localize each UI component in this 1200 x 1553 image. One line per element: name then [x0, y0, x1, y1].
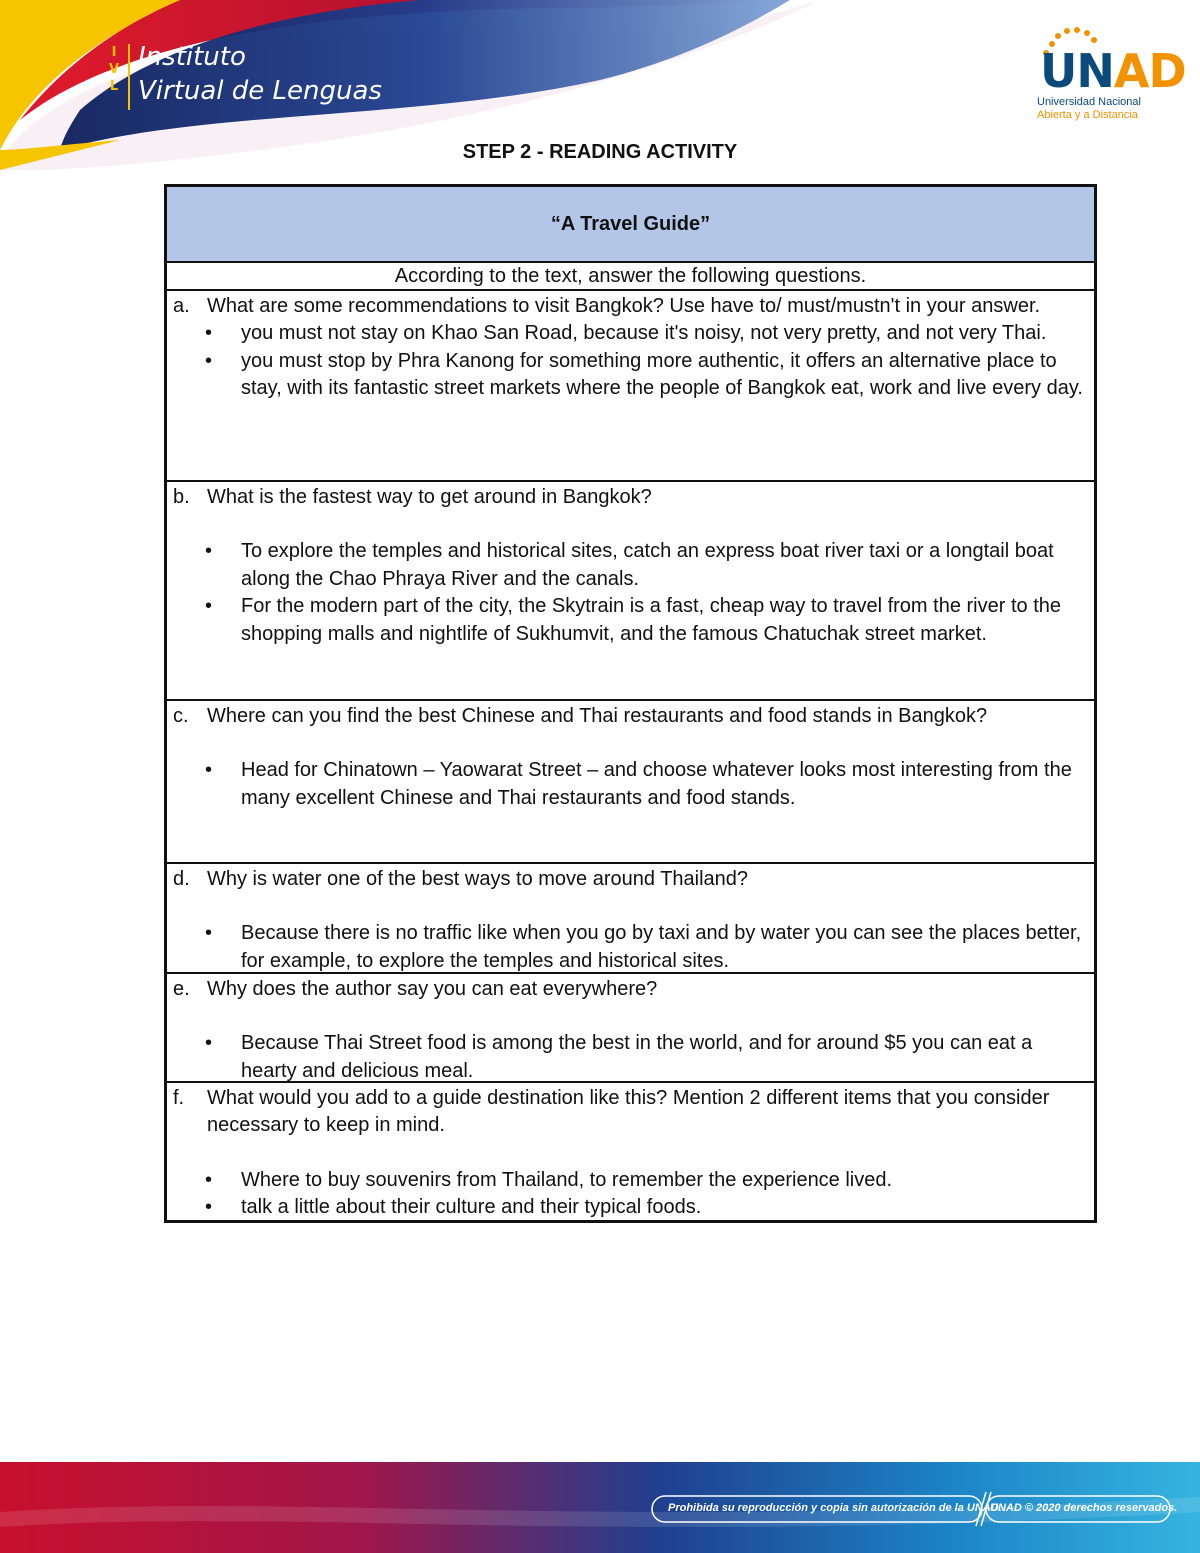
footer-notice: Prohibida su reproducción y copia sin autorización de la UNAD.: [668, 1502, 1002, 1514]
answer-item: • To explore the temples and historical sites, catch an express boat river taxi or a longtail boat along the Chao Phraya River and the canals.: [241, 538, 1086, 593]
answer-item: • Because there is no traffic like when you go by taxi and by water you can see the places better, for example, to explore the temples and historical sites.: [241, 920, 1086, 975]
footer-copyright: UNAD © 2020 derechos reservados.: [990, 1502, 1178, 1514]
answer-list: [173, 1030, 1086, 1085]
answer-list: [173, 320, 1086, 402]
unad-logo-subtitle-1: Universidad Nacional: [1037, 96, 1141, 108]
ivl-logo-divider: [128, 44, 130, 110]
question-row-c: [167, 701, 1094, 864]
ivl-logo-line2: Virtual de Lenguas: [138, 76, 382, 106]
answer-list: [173, 920, 1086, 975]
question-text: What would you add to a guide destination like this? Mention 2 different items that you consider necessary to keep in mind.: [207, 1087, 1050, 1137]
question-row-a: [167, 291, 1094, 482]
question-letter: e.: [173, 978, 190, 1000]
question-row-e: [167, 974, 1094, 1083]
page-title: STEP 2 - READING ACTIVITY: [462, 141, 738, 163]
answer-list: [173, 538, 1086, 648]
question-letter: a.: [173, 295, 190, 317]
answer-item: • Because Thai Street food is among the best in the world, and for around $5 you can eat a hearty and delicious meal.: [241, 1030, 1086, 1085]
answer-item: • For the modern part of the city, the Skytrain is a fast, cheap way to travel from the river to the shopping malls and nightlife of Sukhumvit, and the famous Chatuchak street market.: [241, 593, 1086, 648]
question-row-d: [167, 864, 1094, 974]
question-letter: d.: [173, 868, 190, 890]
table-heading: “A Travel Guide”: [167, 187, 1094, 263]
answer-item: • Head for Chinatown – Yaowarat Street – and choose whatever looks most interesting from the many excellent Chinese and Thai restaurants and food stands.: [241, 757, 1086, 812]
table-instructions: According to the text, answer the following questions.: [167, 263, 1094, 291]
question-letter: b.: [173, 486, 190, 508]
question-row-b: [167, 482, 1094, 701]
answer-item: • talk a little about their culture and their typical foods.: [241, 1194, 1086, 1221]
answer-item: • you must stop by Phra Kanong for something more authentic, it offers an alternative place to stay, with its fantastic street markets where the people of Bangkok eat, work and live every day.: [241, 348, 1086, 403]
answer-list: [173, 757, 1086, 812]
unad-logo-wordmark: UNAD: [1040, 44, 1186, 98]
question-text: Why is water one of the best ways to move around Thailand?: [207, 868, 749, 890]
ivl-logo-letters: I V L: [108, 45, 120, 94]
question-text: Why does the author say you can eat everywhere?: [207, 978, 658, 1000]
answer-list: [173, 1167, 1086, 1222]
question-letter: c.: [173, 705, 189, 727]
question-text: Where can you find the best Chinese and Thai restaurants and food stands in Bangkok?: [207, 705, 988, 727]
ivl-logo-line1: Instituto: [138, 42, 246, 72]
answer-item: • Where to buy souvenirs from Thailand, to remember the experience lived.: [241, 1167, 1086, 1194]
answer-item: • you must not stay on Khao San Road, because it's noisy, not very pretty, and not very Thai.: [241, 320, 1086, 347]
question-text: What is the fastest way to get around in Bangkok?: [207, 486, 652, 508]
question-letter: f.: [173, 1087, 185, 1109]
question-text: What are some recommendations to visit Bangkok? Use have to/ must/mustn't in your answer.: [207, 295, 1041, 317]
unad-logo-subtitle-2: Abierta y a Distancia: [1037, 109, 1138, 121]
question-row-f: [167, 1083, 1094, 1220]
reading-activity-table: [164, 184, 1097, 1223]
